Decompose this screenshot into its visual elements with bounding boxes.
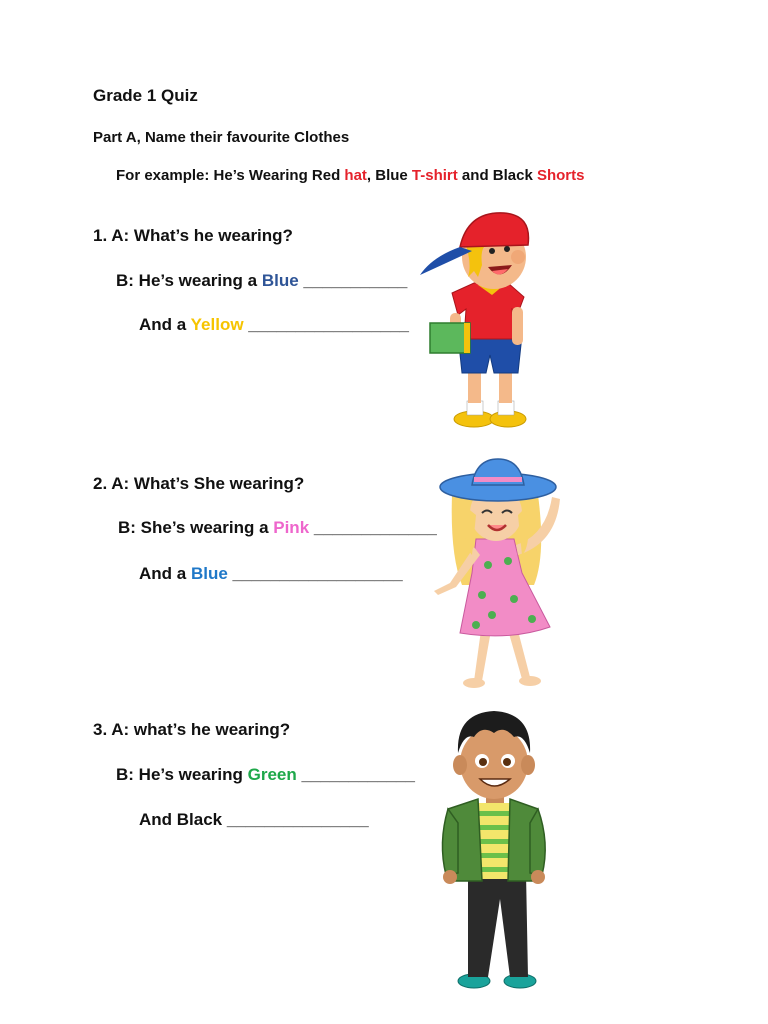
q2-b-color-word: Pink — [273, 518, 310, 537]
q1-answer-c — [139, 315, 409, 335]
q2-answer-c — [139, 564, 403, 584]
example-word-shorts: Shorts — [536, 167, 585, 184]
q1-c-blank: _________________ — [243, 315, 410, 334]
q2-b-blank: _____________ — [309, 518, 437, 537]
q1-answer-b — [116, 271, 407, 291]
example-sep-2: and Black — [457, 167, 537, 184]
q3-question: 3. A: what’s he wearing? — [93, 720, 291, 739]
q1-c-prefix: And a — [139, 315, 191, 334]
example-word-hat: hat — [344, 167, 367, 184]
boy-red-cap-illustration — [412, 205, 537, 433]
example-word-tshirt: T-shirt — [411, 167, 458, 184]
q2-c-blank: __________________ — [227, 564, 403, 583]
q1-b-color-word: Blue — [261, 271, 299, 290]
example-prefix: For example: He’s Wearing Red — [116, 167, 345, 184]
q1-b-blank: ___________ — [298, 271, 408, 290]
q1-question: 1. A: What’s he wearing? — [93, 226, 293, 245]
q3-b-blank: ____________ — [296, 765, 415, 784]
q2-question: 2. A: What’s She wearing? — [93, 474, 305, 493]
q2-c-color-word: Blue — [190, 564, 228, 583]
boy-green-jacket-illustration — [428, 703, 558, 995]
part-a-heading: Part A, Name their favourite Clothes — [93, 129, 350, 146]
q2-c-prefix: And a — [139, 564, 191, 583]
q1-b-prefix: B: He’s wearing a — [116, 271, 262, 290]
q1-c-color-word: Yellow — [190, 315, 244, 334]
q3-b-color-word: Green — [247, 765, 297, 784]
girl-blue-hat-illustration — [410, 455, 580, 695]
example-sentence — [116, 167, 584, 184]
q3-c-prefix: And Black — [139, 810, 223, 829]
q3-c-blank: _______________ — [222, 810, 369, 829]
q3-answer-b — [116, 765, 415, 785]
q3-answer-c — [139, 810, 369, 830]
example-sep-1: , Blue — [366, 167, 412, 184]
q2-b-prefix: B: She’s wearing a — [118, 518, 274, 537]
page-title: Grade 1 Quiz — [93, 86, 198, 105]
q3-b-prefix: B: He’s wearing — [116, 765, 248, 784]
q2-answer-b — [118, 518, 437, 538]
